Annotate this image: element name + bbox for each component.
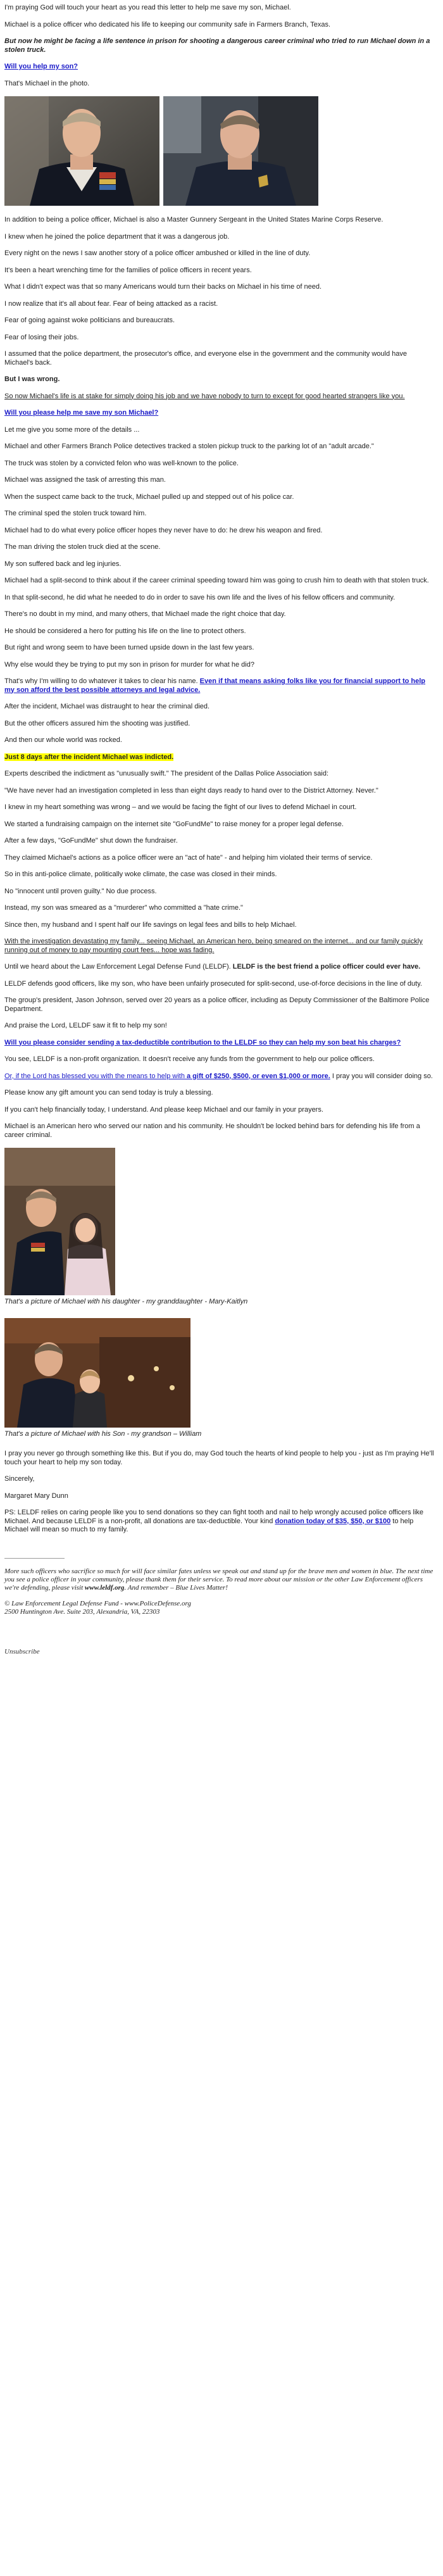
footer-address: 2500 Huntington Ave. Suite 203, Alexandria, VA, 22303	[4, 1607, 160, 1616]
paragraph: I knew when he joined the police department that it was a dangerous job.	[4, 232, 230, 241]
michael-with-son-photo	[4, 1318, 190, 1428]
paragraph: The criminal sped the stolen truck toward him.	[4, 510, 147, 517]
paragraph: You see, LELDF is a non-profit organization. It doesn't receive any funds from the government to help our police officers.	[4, 1055, 375, 1063]
paragraph: I knew in my heart something was wrong – and we would be facing the fight of our lives to defend Michael in court.	[4, 803, 357, 811]
paragraph: But the other officers assured him the shooting was justified.	[4, 719, 190, 727]
paragraph	[4, 963, 435, 972]
michael-marine-uniform-photo	[4, 96, 159, 206]
paragraph: Michael is a police officer who dedicated his life to keeping our community safe in Farmers Branch, Texas.	[4, 20, 331, 28]
paragraph: Instead, my son was smeared as a "murderer" who committed a "hate crime."	[4, 904, 243, 912]
paragraph: I'm praying God will touch your heart as you read this letter to help me save my son, Michael.	[4, 4, 291, 11]
paragraph-text: That's why I'm willing to do whatever it takes to clear his name.	[4, 677, 200, 685]
michael-with-daughter-photo	[4, 1148, 115, 1295]
paragraph: LELDF defends good officers, like my son, who have been unfairly prosecuted for split-second, use-of-force decisions in the line of duty.	[4, 979, 422, 988]
footer-mission-text: More such officers who sacrifice so much for will face similar fates unless we speak out and stand up for the brave men and women in blue. The next time you see a police officer in your community, please thank them for their service. To read more about our mission or the other Law Enforcement officers we're defending, please visit	[4, 1567, 434, 1592]
paragraph: Michael and other Farmers Branch Police detectives tracked a stolen pickup truck to the parking lot of an "adult arcade."	[4, 443, 374, 450]
emphasis-paragraph: But I was wrong.	[4, 375, 60, 383]
postscript-text: to help Michael will mean so much to my family.	[4, 1517, 414, 1533]
paragraph: If you can't help financially today, I understand. And please keep Michael and our family in your prayers.	[4, 1105, 323, 1114]
paragraph: Every night on the news I saw another story of a police officer ambushed or killed in the line of duty.	[4, 249, 311, 257]
paragraph	[4, 677, 435, 694]
paragraph: And then our whole world was rocked.	[4, 736, 122, 744]
paragraph: Experts described the indictment as "unusually swift." The president of the Dallas Police Association said:	[4, 770, 329, 777]
footer-copyright: © Law Enforcement Legal Defense Fund - www.PoliceDefense.org	[4, 1599, 191, 1607]
financial-support-link[interactable]: Even if that means asking folks like you for financial support to help my son afford the best possible attorneys and legal advice.	[4, 677, 426, 694]
footer-mission	[4, 1568, 435, 1592]
paragraph: After a few days, "GoFundMe" shut down the fundraiser.	[4, 837, 178, 845]
emphasis-text: LELDF is the best friend a police officer could ever have.	[232, 963, 421, 971]
michael-police-uniform-photo	[163, 96, 318, 206]
photo-caption: That's a picture of Michael with his Son - my grandson – William	[4, 1429, 202, 1438]
gift-intro-link[interactable]: Or, if the Lord has blessed you with the means to help with	[4, 1072, 187, 1080]
underlined-paragraph: With the investigation devastating my family... seeing Michael, an American hero, being smeared on the internet... and our family quickly running out of money to pay mounting court fees... hope was fading.	[4, 938, 423, 954]
closing: Sincerely,	[4, 1475, 35, 1483]
paragraph: The group's president, Jason Johnson, served over 20 years as a police officer, including as Deputy Commissioner of the Baltimore Police Department.	[4, 996, 430, 1013]
paragraph: Let me give you some more of the details ...	[4, 425, 140, 434]
paragraph: Since then, my husband and I spent half our life savings on legal fees and bills to help Michael.	[4, 920, 297, 929]
paragraph: Michael had a split-second to think about if the career criminal speeding toward him was going to crush him to death with that stolen truck.	[4, 577, 429, 584]
paragraph: We started a fundraising campaign on the internet site "GoFundMe" to raise money for a proper legal defense.	[4, 820, 344, 828]
paragraph: My son suffered back and leg injuries.	[4, 560, 122, 568]
paragraph	[4, 1072, 435, 1081]
help-my-son-link[interactable]: Will you help my son?	[4, 63, 78, 70]
gift-amount-link[interactable]: a gift of $250, $500, or even $1,000 or more.	[187, 1072, 330, 1080]
paragraph: And praise the Lord, LELDF saw it fit to help my son!	[4, 1022, 167, 1029]
letter-body	[4, 4, 435, 1656]
paragraph: He should be considered a hero for putting his life on the line to protect others.	[4, 627, 246, 635]
paragraph: I pray you never go through something like this. But if you do, may God touch the hearts of kind people to help you - just as I'm praying He'll touch your heart to help my son today.	[4, 1450, 434, 1466]
photo-caption: That's a picture of Michael with his daughter - my granddaughter - Mary-Kaitlyn	[4, 1298, 248, 1305]
postscript	[4, 1509, 435, 1535]
paragraph: Michael had to do what every police officer hopes they never have to do: he drew his weapon and fired.	[4, 526, 323, 534]
paragraph: No "innocent until proven guilty." No due process.	[4, 887, 157, 895]
paragraph-text: I pray you will consider doing so.	[330, 1072, 433, 1080]
postscript-text: PS: LELDF relies on caring people like you to send donations so they can fight tooth and nail to help wrongly accused police officers like Michael. And because LELDF is a non-profit, all donations are tax-deductible. Your kind	[4, 1509, 424, 1525]
paragraph: The man driving the stolen truck died at the scene.	[4, 543, 161, 551]
highlighted-sentence: Just 8 days after the incident Michael was indicted.	[4, 753, 174, 761]
paragraph: The truck was stolen by a convicted felon who was well-known to the police.	[4, 459, 239, 467]
paragraph-text: Until we heard about the Law Enforcement Legal Defense Fund (LELDF).	[4, 963, 233, 971]
paragraph: Please know any gift amount you can send today is truly a blessing.	[4, 1089, 213, 1096]
paragraph: It's been a heart wrenching time for the families of police officers in recent years.	[4, 266, 252, 274]
emphasis-paragraph: But now he might be facing a life sentence in prison for shooting a dangerous career criminal who tried to run Michael down in a stolen truck.	[4, 37, 430, 54]
unsubscribe-link[interactable]: Unsubscribe	[4, 1647, 40, 1656]
donation-amount-link[interactable]: donation today of $35, $50, or $100	[275, 1517, 391, 1525]
paragraph: But right and wrong seem to have been turned upside down in the last few years.	[4, 644, 254, 651]
paragraph: I now realize that it's all about fear. Fear of being attacked as a racist.	[4, 299, 218, 308]
paragraph: Fear of going against woke politicians and bureaucrats.	[4, 317, 175, 324]
paragraph: What I didn't expect was that so many Americans would turn their backs on Michael in his time of need.	[4, 283, 322, 291]
leldf-site-link[interactable]: www.leldf.org	[84, 1583, 125, 1592]
paragraph: In addition to being a police officer, Michael is also a Master Gunnery Sergeant in the United States Marine Corps Reserve.	[4, 216, 384, 223]
footer-divider	[4, 1558, 65, 1559]
save-my-son-link[interactable]: Will you please help me save my son Michael?	[4, 409, 159, 417]
paragraph: Why else would they be trying to put my son in prison for murder for what he did?	[4, 660, 254, 669]
quote-paragraph: "We have never had an investigation completed in less than eight days ready to hand over to the District Attorney. Never."	[4, 786, 378, 795]
paragraph: Michael is an American hero who served our nation and his community. He shouldn't be locked behind bars for defending his life from a career criminal.	[4, 1122, 420, 1139]
paragraph: In that split-second, he did what he needed to do in order to save his own life and the lives of his fellow officers and community.	[4, 593, 396, 601]
michael-photo-row	[4, 96, 435, 206]
paragraph: Fear of losing their jobs.	[4, 333, 79, 341]
signature-name: Margaret Mary Dunn	[4, 1492, 68, 1500]
paragraph: When the suspect came back to the truck, Michael pulled up and stepped out of his police car.	[4, 493, 294, 501]
paragraph: Michael was assigned the task of arresting this man.	[4, 476, 166, 484]
footer-mission-text: . And remember – Blue Lives Matter!	[124, 1583, 228, 1592]
tax-deductible-contribution-link[interactable]: Will you please consider sending a tax-deductible contribution to the LELDF so they can help my son beat his charges?	[4, 1038, 401, 1046]
paragraph: That's Michael in the photo.	[4, 79, 90, 87]
paragraph: So in this anti-police climate, politically woke climate, the case was closed in their minds.	[4, 870, 277, 878]
underlined-paragraph: So now Michael's life is at stake for simply doing his job and we have nobody to turn to except for good hearted strangers like you.	[4, 392, 405, 400]
paragraph: There's no doubt in my mind, and many others, that Michael made the right choice that day.	[4, 610, 286, 618]
paragraph: After the incident, Michael was distraught to hear the criminal died.	[4, 703, 210, 710]
paragraph: They claimed Michael's actions as a police officer were an "act of hate" - and helping him violated their terms of service.	[4, 853, 373, 862]
paragraph: I assumed that the police department, the prosecutor's office, and everyone else in the government and the community would have Michael's back.	[4, 350, 407, 367]
